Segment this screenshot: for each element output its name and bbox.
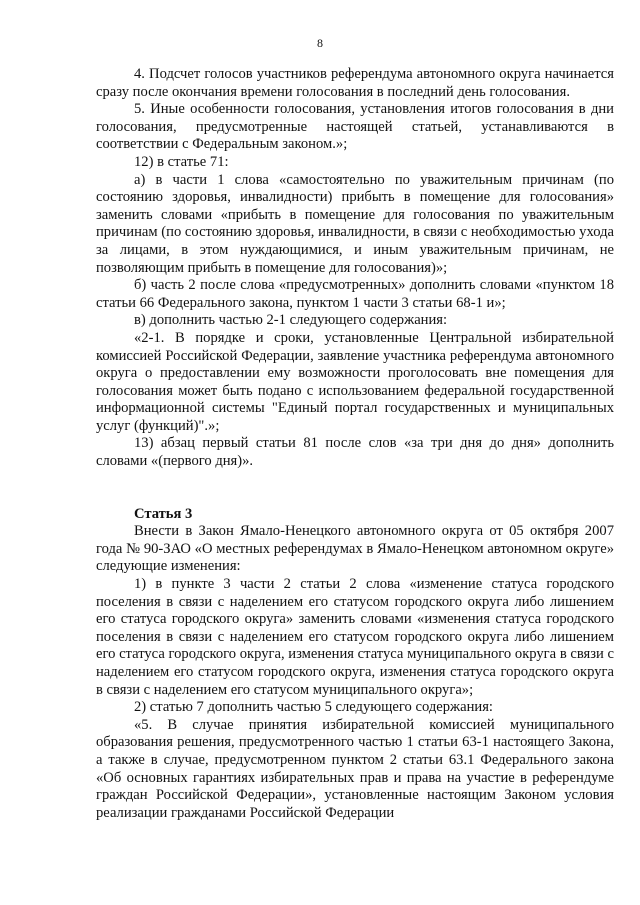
paragraph-item-12-v: в) дополнить частью 2-1 следующего содержания: (134, 312, 448, 329)
paragraph-other-features: 5. Иные особенности голосования, установления итогов голосования в дни голосования, предусмотренные настоящей статьей, устанавливаются в соответствии с Федеральным законом.»; (96, 101, 614, 153)
paragraph-item-12: 12) в статье 71: (134, 153, 229, 170)
paragraph-item-12-a: а) в части 1 слова «самостоятельно по уважительным причинам (по состоянию здоровья, инвалидности) прибыть в помещение для голосования» заменить словами «прибыть в помещение для голосования по уважительным причинам (по состоянию здоровья, инвалидности, в связи с необходимостью ухода за лицами, в этом нуждающимися, и иным уважительным причинам, не позволяющим прибыть в помещение для голосования)»; (96, 171, 614, 276)
paragraph-item-13: 13) абзац первый статьи 81 после слов «за три дня до дня» дополнить словами «(первого дня)». (96, 435, 614, 470)
paragraph-article-intro: Внести в Закон Ямало-Ненецкого автономного округа от 05 октября 2007 года № 90-ЗАО «О местных референдумах в Ямало-Ненецком автономном округе» следующие изменения: (96, 523, 614, 575)
paragraph-item-12-b: б) часть 2 после слова «предусмотренных» дополнить словами «пунктом 18 статьи 66 Федерального закона, пунктом 1 части 3 статьи 68-1 и»; (96, 277, 614, 311)
paragraph-part-5: «5. В случае принятия избирательной комиссией муниципального образования решения, предусмотренного частью 1 статьи 63-1 настоящего Закона, а также в случае, предусмотренном пунктом 2 статьи 63.1 Федерального закона «Об основных гарантиях избирательных прав и права на участие в референдуме граждан Российской Федерации», установленные настоящим Законом условия реализации гражданами Российской Федерации (96, 716, 614, 821)
paragraph-vote-count: 4. Подсчет голосов участников референдума автономного округа начинается сразу после окончания времени голосования в последний день голосования. (96, 66, 614, 100)
page-number: 8 (317, 36, 323, 50)
article-heading: Статья 3 (134, 505, 193, 522)
paragraph-amendment-2: 2) статью 7 дополнить частью 5 следующего содержания: (134, 699, 493, 716)
document-body (96, 66, 614, 822)
paragraph-part-2-1: «2-1. В порядке и сроки, установленные Центральной избирательной комиссией Российской Федерации, заявление участника референдума автономного округа о предоставлении ему возможности проголосовать вне помещения для голосования может быть подано с использованием федеральной государственной информационной системы "Единый портал государственных и муниципальных услуг (функций)".»; (96, 329, 614, 434)
paragraph-amendment-1: 1) в пункте 3 части 2 статьи 2 слова «изменение статуса городского поселения в связи с наделением его статусом городского округа либо лишением его статуса городского округа» заменить словами «изменения статуса городского поселения в связи с наделением его статусом городского округа либо лишением его статуса городского округа, изменения статуса муниципального округа в связи с наделением его статусом городского округа, изменения статуса городского округа в связи с наделением его статусом муниципального округа»; (96, 576, 614, 698)
